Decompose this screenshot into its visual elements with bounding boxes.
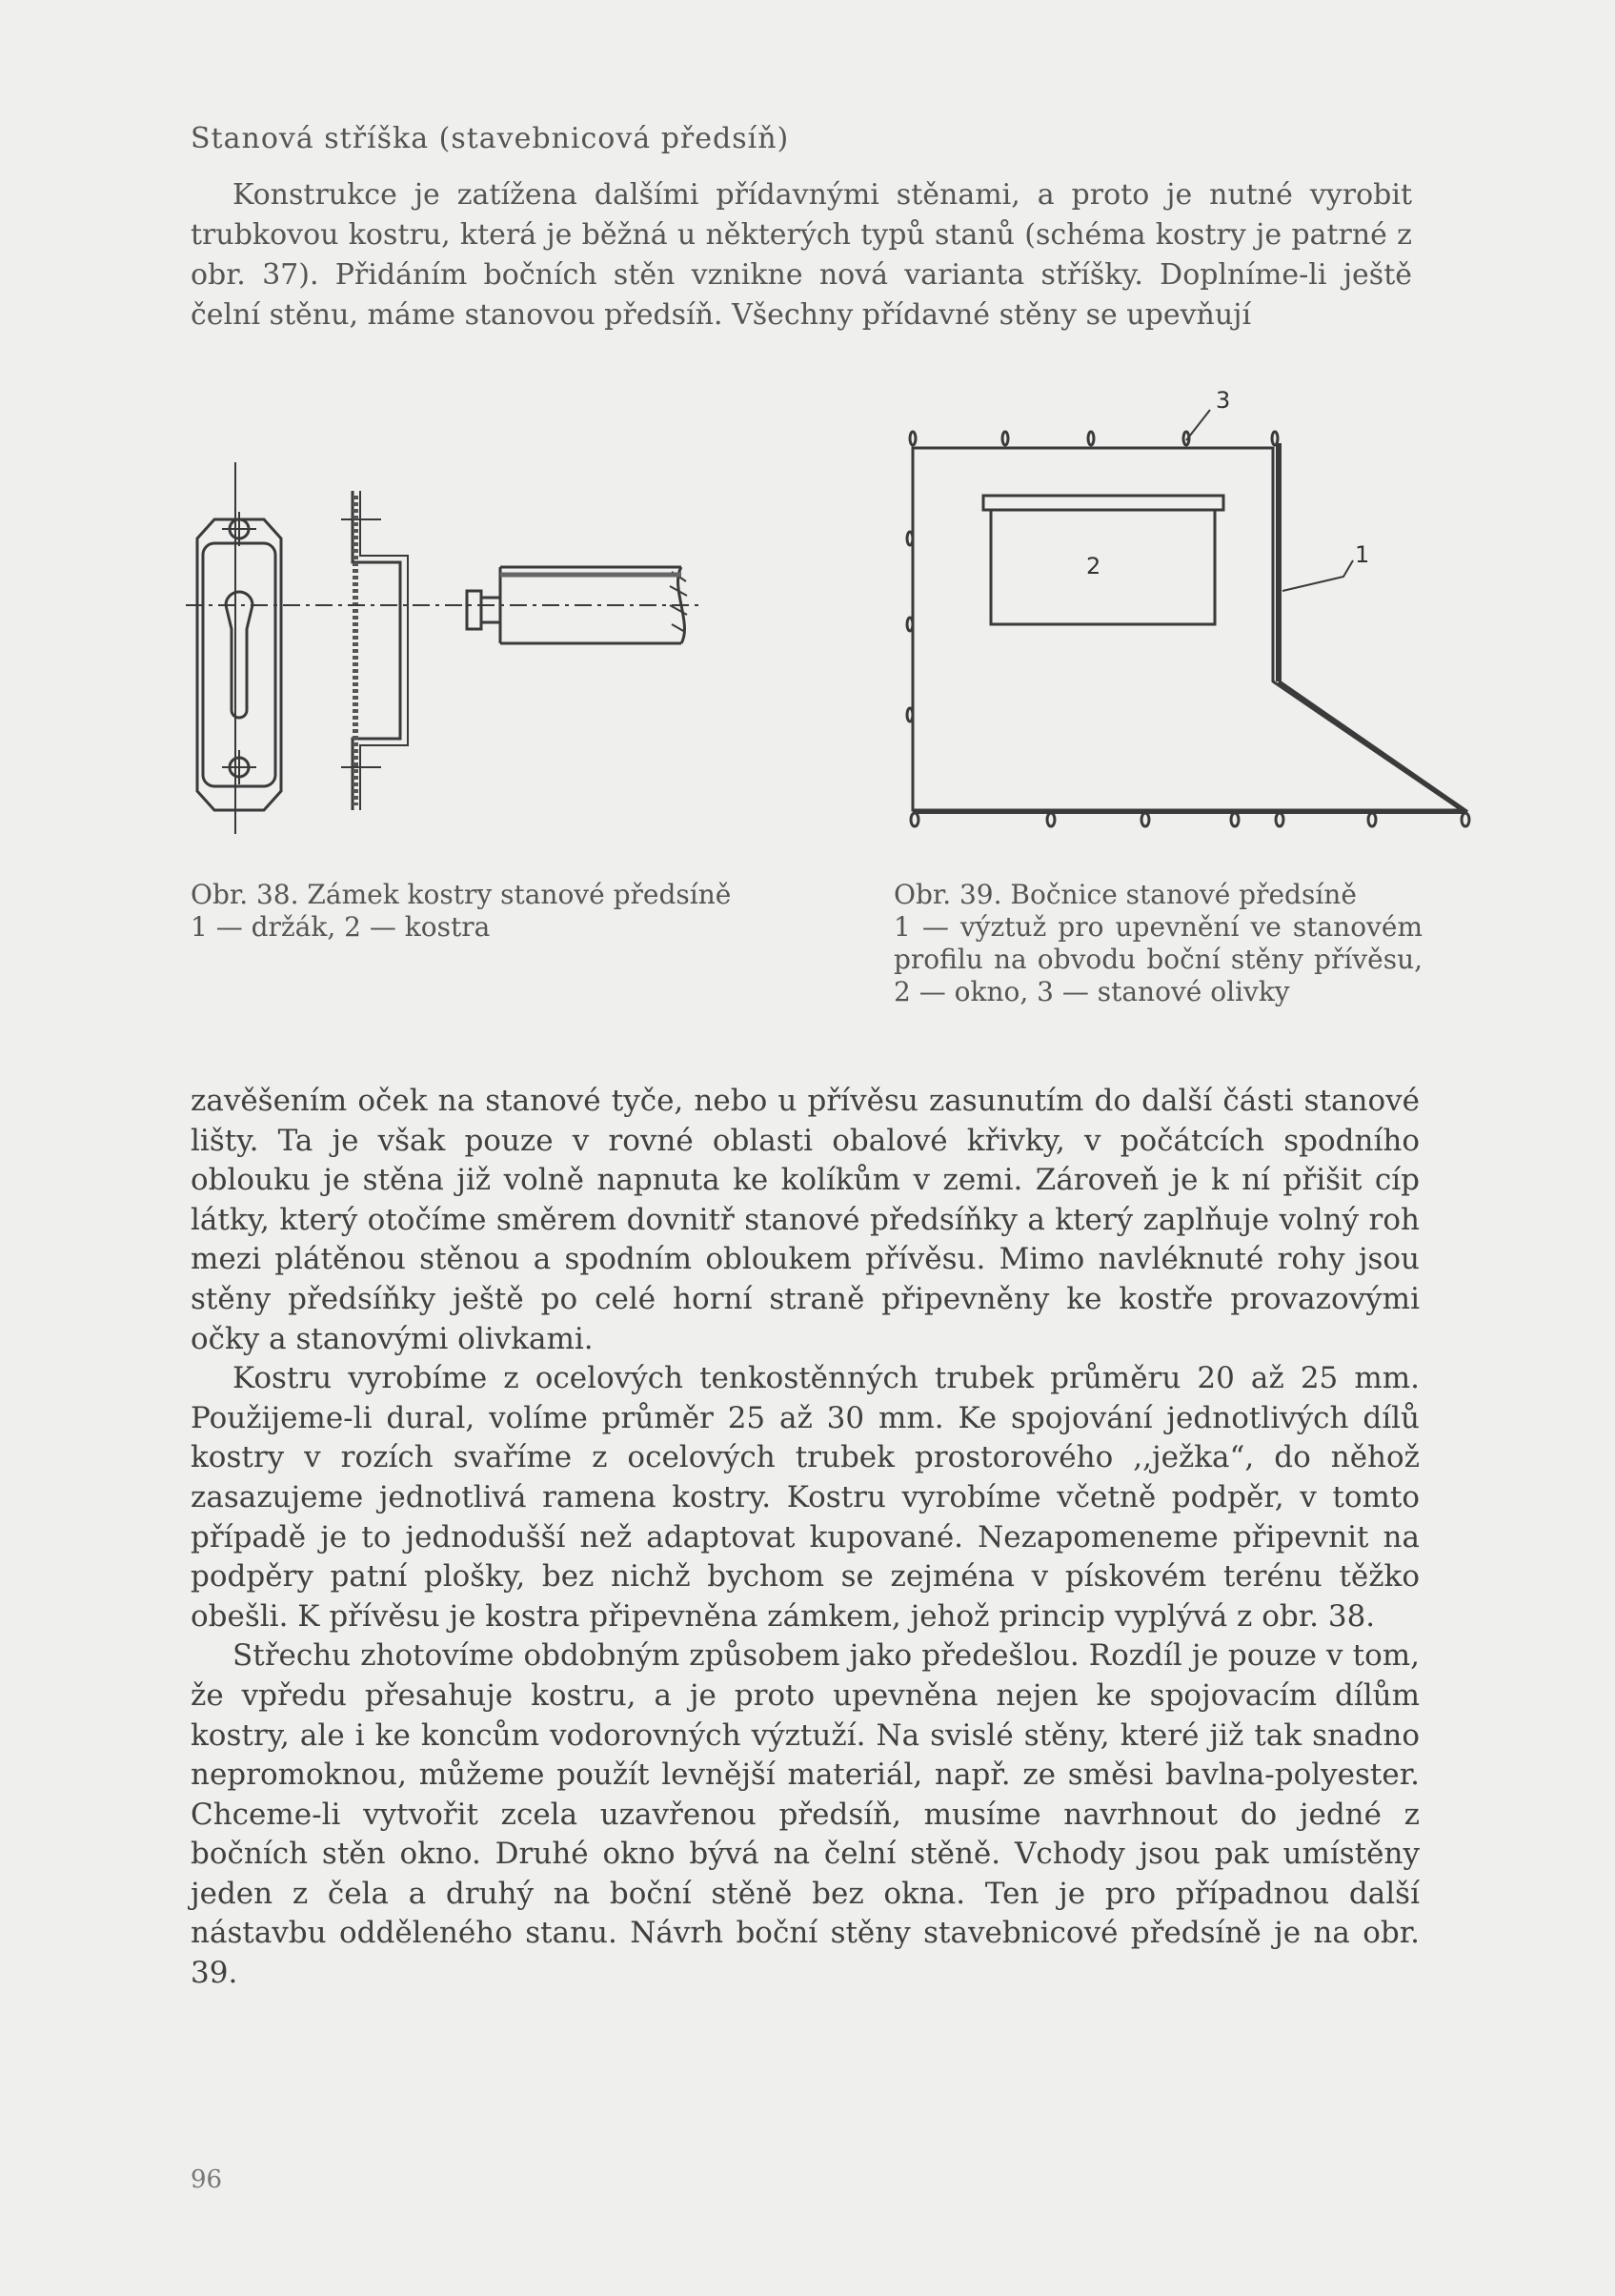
page-number: 96 xyxy=(191,2165,223,2194)
paragraph: Střechu zhotovíme obdobným způsobem jako předešlou. Rozdíl je pouze v tom, že vpředu přesahuje kostru, a je proto upevněna nejen ke spojovacím dílům kostry, ale i ke koncům vodorovných výztuží. Na svislé stěny, které již tak snadno nepromoknou, můžeme použít levnější materiál, např. ze směsi bavlna-polyester. Chceme-li vytvořit zcela uzavřenou předsíň, musíme navrhnout do jedné z bočních stěn okno. Druhé okno bývá na čelní stěně. Vchody jsou pak umístěny jeden z čela a druhý na boční stěně bez okna. Ten je pro případnou další nástavbu odděleného stanu. Návrh boční stěny stavebnicové předsíně je na obr. 39. xyxy=(191,1638,1420,1991)
figure-39-caption xyxy=(894,879,1423,1008)
figure-39-caption-title: Obr. 39. Bočnice stanové předsíně xyxy=(894,879,1357,910)
intro-paragraph xyxy=(191,175,1412,335)
intro-text: Konstrukce je zatížena dalšími přídavnými stěnami, a proto je nutné vyrobit trubkovou kostru, která je běžná u některých typů stanů (schéma kostry je patrné z obr. 37). Přidáním bočních stěn vznikne nová varianta stříšky. Doplníme-li ještě čelní stěnu, máme stanovou předsíň. Všechny přídavné stěny se upevňují xyxy=(191,178,1412,332)
body-text xyxy=(191,1082,1420,1994)
figure-38-caption-legend: 1 — držák, 2 — kostra xyxy=(191,911,491,943)
paragraph: Kostru vyrobíme z ocelových tenkostěnných trubek průměru 20 až 25 mm. Použijeme-li dural, volíme průměr 25 až 30 mm. Ke spojování jednotlivých dílů kostry v rozích svaříme z ocelových trubek prostorového ,,ježka“, do něhož zasazujeme jednotlivá ramena kostry. Kostru vyrobíme včetně podpěr, v tomto případě je to jednodušší než adaptovat kupované. Nezapomeneme připevnit na podpěry patní plošky, bez nichž bychom se zejména v pískovém terénu těžko obešli. K přívěsu je kostra připevněna zámkem, jehož princip vyplývá z obr. 38. xyxy=(191,1361,1420,1634)
figure-39-side-wall-drawing xyxy=(896,372,1486,829)
figure-39-caption-legend: 1 — výztuž pro upevnění ve stanovém profilu na obvodu boční stěny přívěsu, 2 — okno, 3 — stanové olivky xyxy=(894,911,1423,1007)
section-heading: Stanová stříška (stavebnicová předsíň) xyxy=(191,122,790,155)
figure-38-lock-drawing xyxy=(186,462,719,843)
figure-39-label-2: 2 xyxy=(1086,553,1101,579)
figure-39-label-3: 3 xyxy=(1216,387,1231,414)
figure-39-label-1: 1 xyxy=(1355,541,1370,568)
figure-38-caption xyxy=(191,879,858,944)
figure-38-caption-title: Obr. 38. Zámek kostry stanové předsíně xyxy=(191,879,732,910)
paragraph-continuation: zavěšením oček na stanové tyče, nebo u přívěsu zasunutím do další části stanové lišty. Ta je však pouze v rovné oblasti obalové křivky, v počátcích spodního oblouku je stěna již volně napnuta ke kolíkům v zemi. Zároveň je k ní přišit cíp látky, který otočíme směrem dovnitř stanové předsíňky a který zaplňuje volný roh mezi plátěnou stěnou a spodním obloukem přívěsu. Mimo navléknuté rohy jsou stěny předsíňky ještě po celé horní straně připevněny ke kostře provazovými očky a stanovými olivkami. xyxy=(191,1084,1420,1356)
